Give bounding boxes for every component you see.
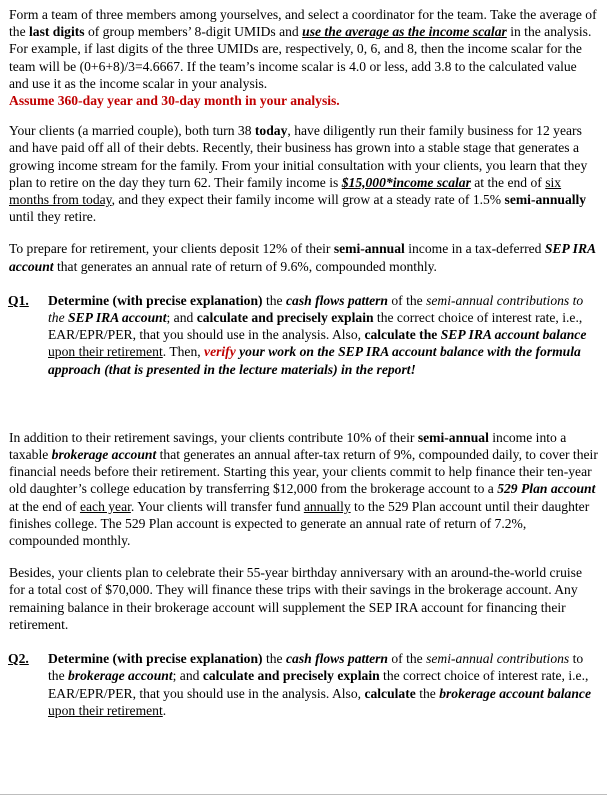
question-2-number: Q2. — [8, 651, 29, 667]
question-2 — [8, 650, 599, 719]
emphasis-verify: verify — [204, 344, 236, 360]
bottom-divider — [0, 794, 607, 795]
question-2-text: Determine (with precise explanation) the cash flows pattern of the semi-annual contributions to the brokerage account; and calculate and precisely explain the correct choice of interest rate, i.e., EAR/EPR/PER, that you should use in the analysis. Also, calculate the brokerage account balance upon their retirement. — [48, 651, 591, 718]
assumption-note: Assume 360-day year and 30-day month in your analysis. — [9, 93, 340, 109]
question-1 — [8, 292, 599, 378]
emphasis-income-scalar: use the average as the income scalar — [302, 24, 507, 40]
emphasis-last-digits: last digits — [29, 24, 85, 40]
sep-ira-paragraph: To prepare for retirement, your clients deposit 12% of their semi-annual income in a tax-deferred SEP IRA account that generates an annual rate of return of 9.6%, compounded monthly. — [9, 241, 596, 274]
clients-background-paragraph: Your clients (a married couple), both turn 38 today, have diligently run their family business for 12 years and have paid off all of their debts. Recently, their business has grown into a stable stage that generates a growing income stream for the family. From your initial consultation with your clients, you learn that they plan to retire on the day they turn 62. Their family income is $15,000*income scalar at the end of six months from today, and they expect their family income will grow at a steady rate of 1.5% semi-annually until they retire. — [9, 123, 588, 225]
brokerage-paragraph: In addition to their retirement savings, your clients contribute 10% of their semi-annual income into a taxable brokerage account that generates an annual after-tax return of 9%, compounded daily, to cover their financial needs before their retirement. Starting this year, your clients commit to help finance their ten-year old daughter’s college education by transferring $12,000 from the brokerage account to a 529 Plan account at the end of each year. Your clients will transfer fund annually to the 529 Plan account until their daughter finishes college. The 529 Plan account is expected to generate an annual rate of return of 7.2%, compounded monthly. — [9, 429, 598, 549]
question-1-number: Q1. — [8, 292, 29, 308]
question-1-text: Determine (with precise explanation) the cash flows pattern of the semi-annual contributions to the SEP IRA account; and calculate and precisely explain the correct choice of interest rate, i.e., EAR/EPR/PER, that you should use in the analysis. Also, calculate the SEP IRA account balance upon their retirement. Then, verify your work on the SEP IRA account balance with the formula approach (that is presented in the lecture materials) in the report! — [48, 292, 587, 377]
team-instructions-paragraph: Form a team of three members among yourselves, and select a coordinator for the team. Take the average of the last digits of group members’ 8-digit UMIDs and use the average as the income scalar in the analysis. For example, if last digits of the three UMIDs are, respectively, 0, 6, and 8, then the income scalar for the team will be (0+6+8)/3=4.6667. If the team’s income scalar is 4.0 or less, add 3.8 to the calculated value and use it as the income scalar in your analysis. Assume 360-day year and 30-day month in your analysis. — [9, 7, 597, 109]
emphasis-family-income: $15,000*income scalar — [341, 174, 471, 190]
cruise-paragraph: Besides, your clients plan to celebrate their 55-year birthday anniversary with an around-the-world cruise for a total cost of $70,000. They will finance these trips with their savings in the brokerage account. Any remaining balance in their brokerage account will supplement the SEP IRA account for financing their retirement. — [9, 565, 583, 632]
